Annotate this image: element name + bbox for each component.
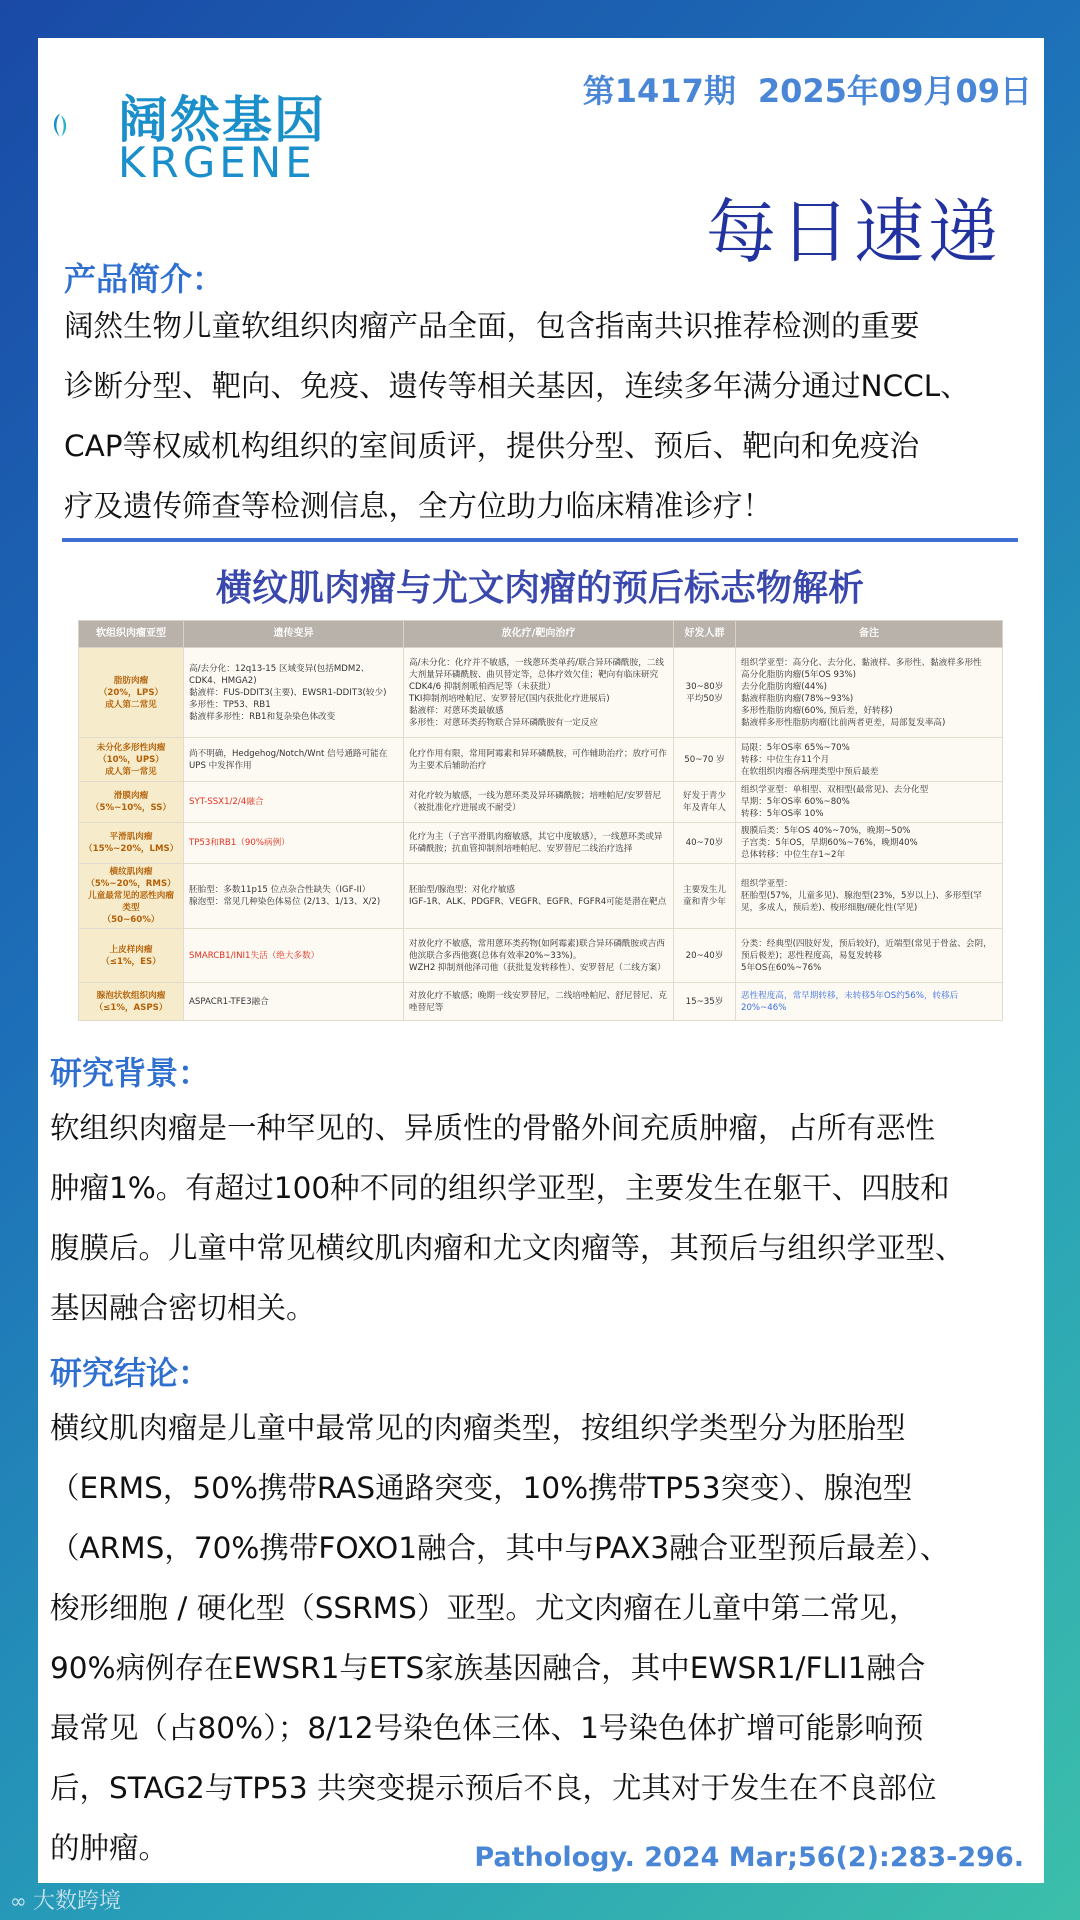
issue-number: 第1417期 bbox=[582, 72, 736, 110]
table-row bbox=[79, 648, 1003, 738]
conclusion-paragraph: 横纹肌肉瘤是儿童中最常见的肉瘤类型，按组织学类型分为胚胎型 （ERMS，50%携带RAS通路突变，10%携带TP53突变）、腺泡型 （ARMS，70%携带FOXO1融合，其中与PAX3融合亚型预后最差）、 梭形细胞 / 硬化型（SSRMS）亚型。尤文肉瘤在儿童中第二常见， 90%病例存在EWSR1与ETS家族基因融合，其中EWSR1/FLI1融合 最常见（占80%）；8/12号染色体三体、1号染色体扩增可能影响预 后，STAG2与TP53 共突变提示预后不良，尤其对于发生在不良部位 的肿瘤。 bbox=[50, 1411, 950, 1865]
table-cell: 20~40岁 bbox=[674, 929, 736, 983]
table-cell: 组织学亚型：单相型、双相型(最常见)、去分化型 早期：5年OS率 60%~80% 转移：5年OS率 10% bbox=[736, 782, 1003, 823]
watermark-logo-icon: ∞ bbox=[10, 1889, 34, 1913]
table-cell: 组织学亚型：高分化、去分化、黏液样、多形性、黏液样多形性 高分化脂肪肉瘤(5年OS 93%) 去分化脂肪肉瘤(44%) 黏液样脂肪肉瘤(78%~93%) 多形性脂肪肉瘤(60%, 预后差，好转移) 黏液样多形性脂肪肉瘤(比前两者更差，局部复发率高) bbox=[736, 648, 1003, 738]
table-cell: 尚不明确，Hedgehog/Notch/Wnt 信号通路可能在UPS 中发挥作用 bbox=[184, 738, 404, 782]
table-cell: 好发于青少年及青年人 bbox=[674, 782, 736, 823]
table-cell: 对化疗较为敏感，一线为蒽环类及异环磷酰胺；培唑帕尼/安罗替尼（被批准化疗进展或不耐受） bbox=[404, 782, 674, 823]
table-cell: 腹膜后类：5年OS 40%~70%，晚期~50% 子宫类：5年OS，早期60%~76%，晚期40% 总体转移：中位生存1~2年 bbox=[736, 823, 1003, 864]
table-cell: SMARCB1/INI1失活（绝大多数） bbox=[184, 929, 404, 983]
table-cell: 对放化疗不敏感；晚期一线安罗替尼，二线培唑帕尼、舒尼替尼、克唑替尼等 bbox=[404, 983, 674, 1021]
table-cell: 脂肪肉瘤 （20%，LPS） 成人第二常见 bbox=[79, 648, 184, 738]
issue-date: 2025年09月09日 bbox=[757, 72, 1032, 110]
table-cell: 50~70 岁 bbox=[674, 738, 736, 782]
background-paragraph: 软组织肉瘤是一种罕见的、异质性的骨骼外间充质肿瘤，占所有恶性 肿瘤1%。有超过100种不同的组织学亚型，主要发生在躯干、四肢和 腹膜后。儿童中常见横纹肌肉瘤和尤文肉瘤等，其预后与组织学亚型、 基因融合密切相关。 bbox=[50, 1111, 965, 1325]
table-cell: SYT-SSX1/2/4融合 bbox=[184, 782, 404, 823]
table-title: 横纹肌肉瘤与尤文肉瘤的预后标志物解析 bbox=[215, 568, 864, 609]
table-cell: 化疗为主（子宫平滑肌肉瘤敏感，其它中度敏感），一线蒽环类或异环磷酰胺；抗血管抑制剂培唑帕尼、安罗替尼二线治疗选择 bbox=[404, 823, 674, 864]
table-cell: 组织学亚型： 胚胎型(57%，儿童多见)、腺泡型(23%，5岁以上)、多形型(罕见，多成人，预后差)、梭形细胞/硬化性(罕见) bbox=[736, 864, 1003, 929]
prognosis-table bbox=[78, 620, 1003, 1021]
table-row bbox=[79, 983, 1003, 1021]
table-cell: 横纹肌肉瘤 （5%~20%，RMS） 儿童最常见的恶性肉瘤类型 （50~60%） bbox=[79, 864, 184, 929]
table-cell: 对放化疗不敏感，常用蒽环类药物(如阿霉素)联合异环磷酰胺或吉西他滨联合多西他赛(总体有效率20%~33%)。 WZH2 抑制剂他泽司他（获批复发转移性）、安罗替尼（二线方案） bbox=[404, 929, 674, 983]
table-cell: 15~35岁 bbox=[674, 983, 736, 1021]
logo-chinese-text: 阔然基因 bbox=[118, 91, 326, 149]
table-header-cell: 软组织肉瘤亚型 bbox=[79, 621, 184, 648]
table-cell: 胚胎型/腺泡型：对化疗敏感 IGF-1R、ALK、PDGFR、VEGFR、EGFR、FGFR4可能是潜在靶点 bbox=[404, 864, 674, 929]
table-cell: 局限：5年OS率 65%~70% 转移：中位生存11个月 在软组织肉瘤各病理类型中预后最差 bbox=[736, 738, 1003, 782]
table-cell: 平滑肌肉瘤 （15%~20%，LMS） bbox=[79, 823, 184, 864]
table-cell: 上皮样肉瘤 （≤1%，ES） bbox=[79, 929, 184, 983]
table-header-row bbox=[79, 621, 1003, 648]
table-row bbox=[79, 738, 1003, 782]
table-row bbox=[79, 929, 1003, 983]
product-section-title: 产品简介： bbox=[64, 260, 225, 298]
table-header-cell: 放化疗/靶向治疗 bbox=[404, 621, 674, 648]
table-cell: 主要发生儿童和青少年 bbox=[674, 864, 736, 929]
table-header-cell: 备注 bbox=[736, 621, 1003, 648]
table-cell: 胚胎型：多数11p15 位点杂合性缺失（IGF-II） 腺泡型：常见几种染色体易位 (2/13、1/13、X/2) bbox=[184, 864, 404, 929]
table-header-cell: 遗传变异 bbox=[184, 621, 404, 648]
conclusion-section-title: 研究结论： bbox=[50, 1354, 211, 1392]
table-cell: 恶性程度高，常早期转移，未转移5年OS约56%，转移后 20%~46% bbox=[736, 983, 1003, 1021]
watermark bbox=[10, 1884, 121, 1915]
background-section-title: 研究背景： bbox=[50, 1054, 211, 1092]
table-row bbox=[79, 823, 1003, 864]
table-cell: 滑膜肉瘤 （5%~10%，SS） bbox=[79, 782, 184, 823]
table-cell: 高/去分化：12q13-15 区域变异(包括MDM2、CDK4、HMGA2) 黏液样：FUS-DDIT3(主要)、EWSR1-DDIT3(较少) 多形性：TP53、RB1 黏液样多形性：RB1和复杂染色体改变 bbox=[184, 648, 404, 738]
table-cell: 40~70岁 bbox=[674, 823, 736, 864]
table-cell: ASPACR1-TFE3融合 bbox=[184, 983, 404, 1021]
table-cell: 腺泡状软组织肉瘤 （≤1%，ASPS） bbox=[79, 983, 184, 1021]
table-row bbox=[79, 864, 1003, 929]
table-cell: 高/未分化：化疗并不敏感，一线蒽环类单药/联合异环磷酰胺，二线大剂量异环磷酰胺、曲贝替定等，总体疗效欠佳；靶向有临床研究CDK4/6 抑制剂哌柏西尼等（未获批） TKI抑制剂培唑帕尼、安罗替尼(国内获批化疗进展后) 黏液样：对蒽环类最敏感 多形性：对蒽环类药物联合异环磷酰胺有一定反应 bbox=[404, 648, 674, 738]
divider bbox=[62, 538, 1018, 542]
product-paragraph: 阔然生物儿童软组织肉瘤产品全面，包含指南共识推荐检测的重要 诊断分型、靶向、免疫、遗传等相关基因，连续多年满分通过NCCL、 CAP等权威机构组织的室间质评，提供分型、预后、靶向和免疫治 疗及遗传筛查等检测信息，全方位助力临床精准诊疗！ bbox=[64, 309, 970, 523]
watermark-text: 大数跨境 bbox=[33, 1889, 122, 1914]
prognosis-table-image bbox=[78, 620, 1002, 1020]
table-header-cell: 好发人群 bbox=[674, 621, 736, 648]
logo-english-text: KRGENE bbox=[118, 138, 316, 187]
table-cell: 分类：经典型(四肢好发，预后较好)，近端型(常见于骨盆、会阴，预后极差)；恶性程度高，易复发转移 5年OS在60%~76% bbox=[736, 929, 1003, 983]
issue-info bbox=[561, 66, 1032, 112]
table-cell: 未分化多形性肉瘤 （10%，UPS） 成人第一常见 bbox=[79, 738, 184, 782]
page-title: 每日速递 bbox=[706, 191, 1002, 273]
table-cell: 30~80岁 平均50岁 bbox=[674, 648, 736, 738]
table-cell: 化疗作用有限，常用阿霉素和异环磷酰胺，可作辅助治疗；放疗可作为主要术后辅助治疗 bbox=[404, 738, 674, 782]
table-cell: TP53和RB1（90%病例） bbox=[184, 823, 404, 864]
table-row bbox=[79, 782, 1003, 823]
reference-citation: Pathology. 2024 Mar;56(2):283-296. bbox=[474, 1842, 1024, 1873]
